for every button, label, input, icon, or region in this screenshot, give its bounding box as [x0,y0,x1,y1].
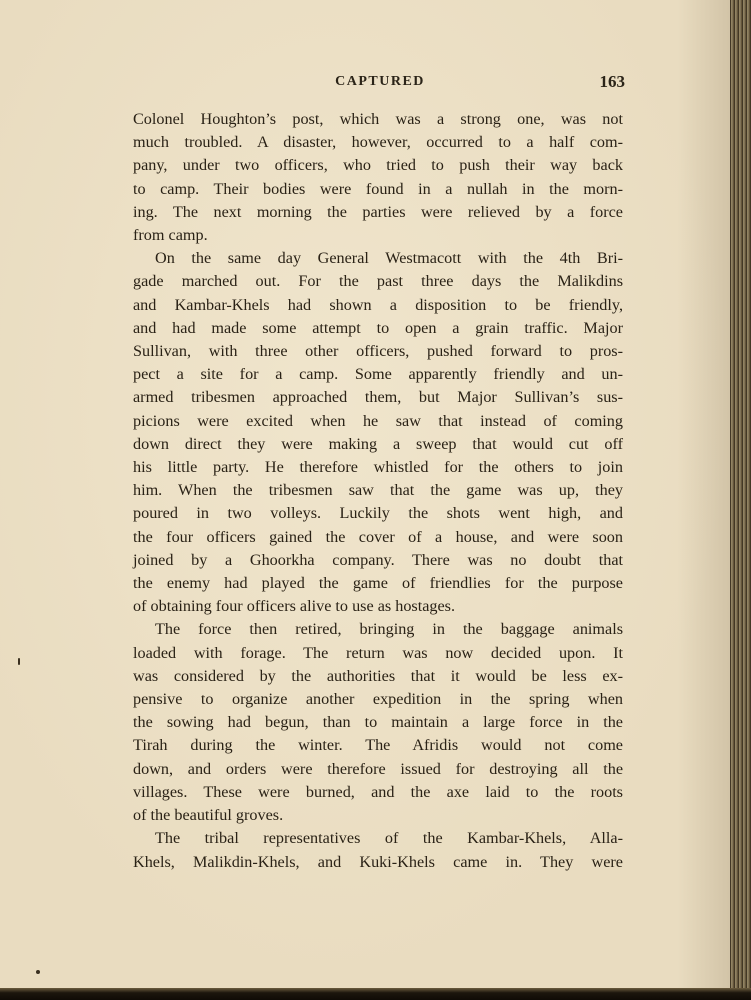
page-bottom-shadow [0,988,751,1000]
paragraph-3 [133,618,623,827]
paragraph-4 [133,827,623,873]
text-line: the four officers gained the cover of a house, and were soon [133,527,623,546]
text-line: his little party. He therefore whistled for the others to join [133,458,623,477]
paper-speck [18,658,20,665]
text-line: to camp. Their bodies were found in a nullah in the morn- [133,179,623,198]
running-head [135,74,625,96]
text-line: villages. These were burned, and the axe laid to the roots [133,782,623,801]
paper-speck [36,970,40,974]
text-line: pensive to organize another expedition in the spring when [133,690,623,709]
text-line: The force then retired, bringing in the baggage animals [155,620,623,639]
text-line: pect a site for a camp. Some apparently friendly and un- [133,365,623,384]
text-line: from camp. [133,226,208,245]
chapter-title: CAPTURED [335,74,425,89]
text-line: ing. The next morning the parties were relieved by a force [133,202,623,221]
text-line: Khels, Malikdin-Khels, and Kuki-Khels came in. They were [133,852,623,871]
text-line: and had made some attempt to open a grain traffic. Major [133,318,623,337]
text-line: the enemy had played the game of friendlies for the purpose [133,574,623,593]
text-line: the sowing had begun, than to maintain a large force in the [133,713,623,732]
text-line: Tirah during the winter. The Afridis would not come [133,736,623,755]
text-line: picions were excited when he saw that instead of coming [133,411,623,430]
text-line: On the same day General Westmacott with the 4th Bri- [155,249,623,268]
text-line: The tribal representatives of the Kambar-Khels, Alla- [155,829,623,848]
body-text [133,108,623,874]
text-line: Sullivan, with three other officers, pushed forward to pros- [133,342,623,361]
text-line: of obtaining four officers alive to use as hostages. [133,597,456,616]
text-line: down direct they were making a sweep that would cut off [133,434,623,453]
page-edge-stack [730,0,751,1000]
text-line: poured in two volleys. Luckily the shots went high, and [133,504,623,523]
text-line: loaded with forage. The return was now decided upon. It [133,643,623,662]
paragraph-1 [133,108,623,247]
text-line: was considered by the authorities that it would be less ex- [133,666,623,685]
text-line: down, and orders were therefore issued for destroying all the [133,759,623,778]
text-line: pany, under two officers, who tried to push their way back [133,156,623,175]
text-line: joined by a Ghoorkha company. There was no doubt that [133,550,623,569]
paragraph-2 [133,247,623,618]
text-line: of the beautiful groves. [133,806,284,825]
text-line: Colonel Houghton’s post, which was a strong one, was not [133,110,623,128]
text-line: gade marched out. For the past three days the Malikdins [133,272,623,291]
page-number: 163 [599,72,625,91]
text-line: armed tribesmen approached them, but Major Sullivan’s sus- [133,388,623,407]
text-line: and Kambar-Khels had shown a disposition to be friendly, [133,295,623,314]
text-line: much troubled. A disaster, however, occurred to a half com- [133,133,623,152]
text-line: him. When the tribesmen saw that the game was up, they [133,481,623,500]
